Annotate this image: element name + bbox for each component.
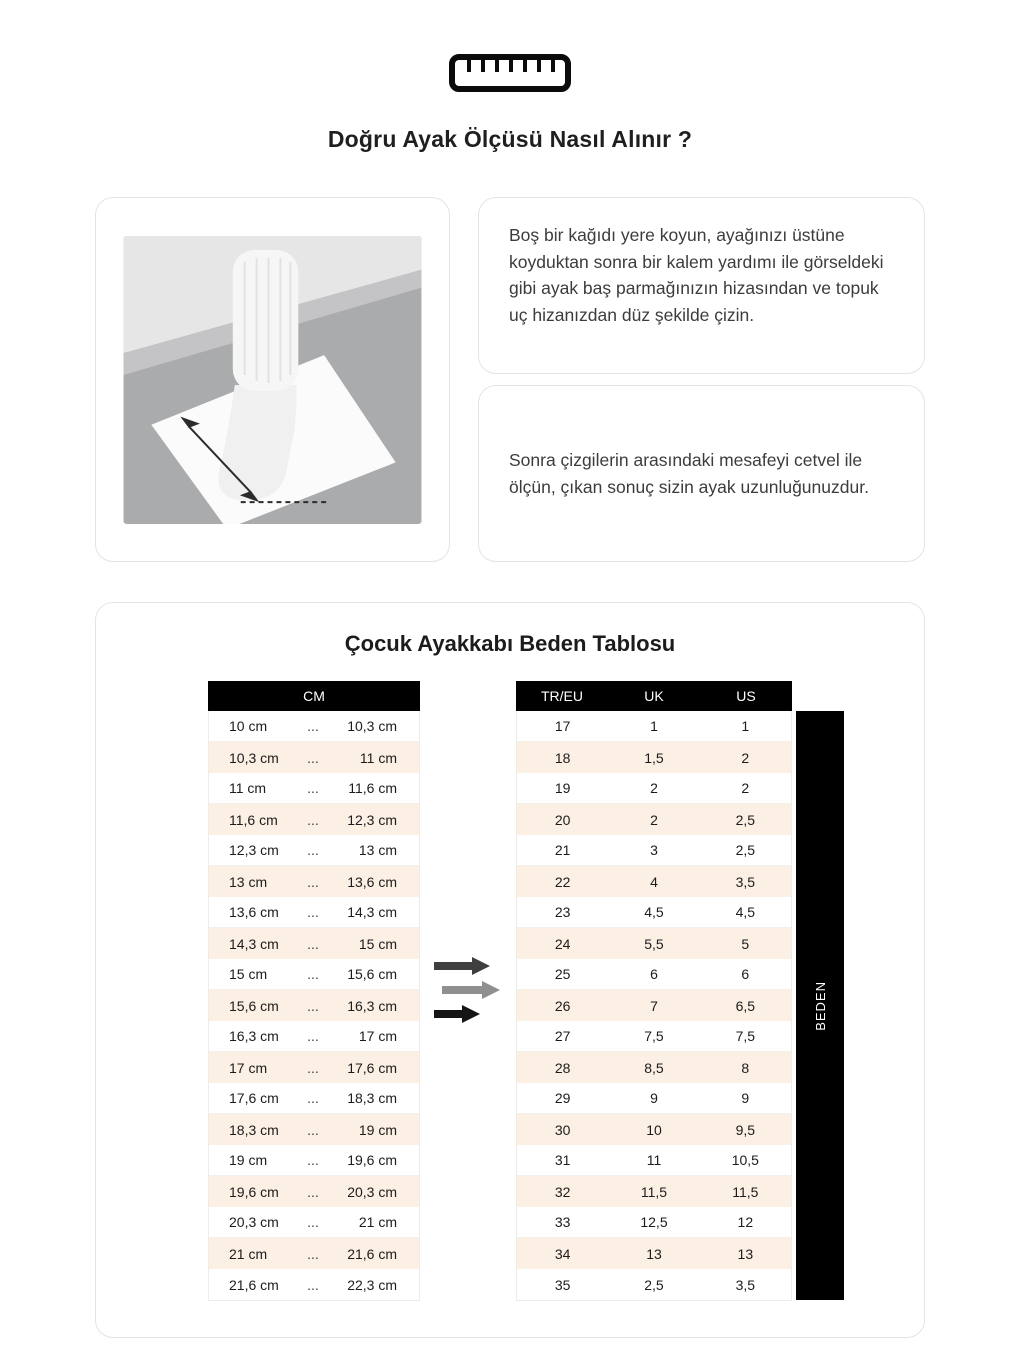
size-cell-uk: 2 [650,780,658,796]
size-header-uk: UK [644,688,664,704]
size-cell-uk: 12,5 [640,1214,668,1230]
size-cell-us: 2,5 [735,811,756,828]
cm-range-from: 19 cm [229,1152,268,1168]
cm-range-from: 14,3 cm [229,935,279,952]
size-cell-treu: 19 [554,780,571,796]
size-table-row [517,959,791,990]
size-cell-uk: 4 [650,873,658,890]
size-cell-treu: 28 [554,1059,571,1076]
size-cell-treu: 35 [554,1276,571,1293]
cm-table-row [209,990,419,1021]
cm-range-from: 15,6 cm [229,997,279,1014]
cm-table-row [209,959,419,990]
size-table-row [517,1021,791,1052]
size-table-row [517,835,791,866]
cm-range-to: 15 cm [358,935,397,952]
cm-range-from: 17,6 cm [229,1090,279,1106]
size-table-row [517,1114,791,1145]
cm-range-to: 12,3 cm [347,811,397,828]
cm-table-row [209,773,419,804]
cm-range-from: 19,6 cm [229,1183,279,1200]
cm-range-to: 13 cm [358,842,397,858]
size-cell-us: 9 [741,1090,750,1106]
cm-range-to: 13,6 cm [347,873,397,890]
cm-table-row [209,1238,419,1269]
cm-range-separator: ... [307,1090,319,1106]
cm-table-row [209,928,419,959]
header-icon-wrap [0,52,1020,94]
cm-range-from: 21 cm [229,1245,268,1262]
cm-range-to: 19 cm [358,1121,397,1138]
cm-range-from: 20,3 cm [229,1214,279,1230]
cm-range-separator: ... [307,1121,319,1138]
size-cell-us: 1 [741,718,750,734]
cm-table-row [209,1052,419,1083]
size-table-row [517,711,791,742]
size-header-treu: TR/EU [541,688,583,704]
cm-range-from: 17 cm [229,1059,268,1076]
size-cell-uk: 10 [646,1121,662,1138]
cm-range-to: 19,6 cm [347,1152,397,1168]
size-cell-treu: 33 [554,1214,571,1230]
cm-range-from: 13,6 cm [229,904,279,920]
cm-table-row [209,1114,419,1145]
size-cell-treu: 24 [554,935,571,952]
cm-table-header [208,681,420,711]
cm-range-to: 10,3 cm [347,718,397,734]
size-cell-treu: 25 [554,966,571,982]
cm-range-to: 16,3 cm [347,997,397,1014]
arrows-wrap [420,954,516,1028]
cm-range-from: 16,3 cm [229,1028,279,1044]
size-table-row [517,897,791,928]
cm-table-row [209,1176,419,1207]
cm-range-to: 17 cm [358,1028,397,1044]
size-cell-us: 12 [737,1214,754,1230]
size-cell-uk: 1 [650,718,658,734]
size-cell-us: 8 [741,1059,750,1076]
size-header-us: US [736,688,756,704]
size-cell-uk: 4,5 [644,904,664,920]
size-chart-title: Çocuk Ayakkabı Beden Tablosu [344,631,676,656]
size-table-row [517,1269,791,1300]
size-cell-us: 4,5 [735,904,756,920]
cm-table-row [209,1145,419,1176]
cm-range-separator: ... [307,997,319,1014]
cm-range-from: 10,3 cm [229,749,279,766]
foot-measurement-photo-card [95,197,450,562]
cm-table-row [209,1021,419,1052]
cm-range-to: 18,3 cm [347,1090,397,1106]
cm-range-to: 22,3 cm [347,1276,397,1293]
cm-range-from: 12,3 cm [229,842,279,858]
size-table-row [517,1207,791,1238]
cm-range-to: 11 cm [359,749,397,766]
size-table-row [517,1176,791,1207]
size-cell-uk: 9 [650,1090,658,1106]
size-cell-treu: 29 [554,1090,571,1106]
size-cell-us: 6 [741,966,750,982]
cm-range-separator: ... [307,1214,319,1230]
cm-range-separator: ... [307,718,319,734]
size-cell-us: 7,5 [735,1028,756,1044]
size-cell-treu: 22 [554,873,571,890]
cm-table-body [208,711,420,1301]
instruction-step-2-text: Sonra çizgilerin arasındaki mesafeyi cetvel ile ölçün, çıkan sonuç sizin ayak uzunluğunuzdur. [509,449,869,497]
size-table-row [517,1083,791,1114]
cm-range-separator: ... [307,1276,319,1293]
instruction-step-1-text: Boş bir kağıdı yere koyun, ayağınızı üstüne koyduktan sonra bir kalem yardımı ile görseldeki gibi ayak baş parmağınızın hizasından ve topuk uç hizanızdan düz şekilde çizin. [509,225,884,325]
size-table-row [517,1052,791,1083]
cm-table-row [209,1207,419,1238]
cm-range-separator: ... [307,749,319,766]
size-cell-treu: 31 [554,1152,571,1168]
size-cell-us: 2 [741,780,750,796]
page-title: Doğru Ayak Ölçüsü Nasıl Alınır ? [327,126,693,152]
cm-range-from: 11 cm [229,780,267,796]
size-cell-treu: 34 [554,1245,571,1262]
size-cell-treu: 26 [554,997,571,1014]
size-cell-uk: 2 [650,811,658,828]
cm-range-to: 17,6 cm [347,1059,397,1076]
size-table-row [517,1238,791,1269]
size-cell-us: 5 [741,935,750,952]
size-cell-treu: 18 [554,749,571,766]
cm-table-row [209,1269,419,1300]
ruler-icon [448,52,572,94]
cm-table-row [209,711,419,742]
size-cell-uk: 7,5 [644,1028,664,1044]
cm-range-separator: ... [307,811,319,828]
size-table-row [517,1145,791,1176]
cm-range-separator: ... [307,1059,319,1076]
size-table-row [517,773,791,804]
cm-range-to: 21,6 cm [347,1245,397,1262]
instruction-step-1 [478,197,925,374]
size-cell-treu: 30 [554,1121,571,1138]
instruction-step-2 [478,385,925,562]
cm-range-from: 11,6 cm [229,811,278,828]
size-cell-treu: 21 [554,842,571,858]
size-cell-uk: 11 [646,1152,662,1168]
size-table-row [517,742,791,773]
size-cell-treu: 20 [554,811,571,828]
size-table-row [517,990,791,1021]
cm-table-row [209,742,419,773]
cm-range-separator: ... [307,873,319,890]
cm-range-separator: ... [307,780,319,796]
size-chart-tables [96,681,924,1301]
size-cell-uk: 7 [650,997,658,1014]
size-table [516,681,792,1301]
size-cell-uk: 2,5 [644,1276,664,1293]
cm-range-separator: ... [307,904,319,920]
cm-range-separator: ... [307,935,319,952]
size-cell-us: 13 [737,1245,754,1262]
cm-range-separator: ... [307,842,319,858]
size-cell-uk: 11,5 [640,1183,668,1200]
size-table-body [516,711,792,1301]
size-cell-uk: 1,5 [644,749,664,766]
size-table-row [517,804,791,835]
cm-range-separator: ... [307,1028,319,1044]
cm-range-from: 10 cm [229,718,268,734]
transfer-arrows-icon [432,954,504,1028]
cm-range-from: 18,3 cm [229,1121,279,1138]
cm-range-from: 15 cm [229,966,268,982]
size-cell-uk: 13 [646,1245,662,1262]
cm-range-to: 21 cm [358,1214,397,1230]
cm-range-to: 14,3 cm [347,904,397,920]
cm-table-row [209,866,419,897]
cm-range-from: 21,6 cm [229,1276,279,1293]
size-cell-treu: 17 [554,718,571,734]
size-cell-uk: 3 [650,842,658,858]
size-cell-treu: 32 [554,1183,571,1200]
cm-range-separator: ... [307,1152,319,1168]
cm-table-row [209,897,419,928]
beden-label: BEDEN [812,980,828,1031]
cm-range-separator: ... [307,1183,319,1200]
instructions-section [95,197,925,562]
size-table-row [517,928,791,959]
size-cell-us: 3,5 [735,1276,756,1293]
cm-range-from: 13 cm [229,873,268,890]
size-cell-uk: 5,5 [644,935,664,952]
size-cell-uk: 8,5 [644,1059,664,1076]
size-cell-us: 6,5 [735,997,756,1014]
cm-range-to: 15,6 cm [347,966,397,982]
cm-range-to: 11,6 cm [348,780,397,796]
size-table-header [516,681,792,711]
cm-table [208,681,420,1301]
size-cell-us: 2 [741,749,750,766]
size-cell-us: 9,5 [735,1121,756,1138]
instruction-steps [478,197,925,562]
size-cell-us: 10,5 [731,1152,759,1168]
cm-table-row [209,1083,419,1114]
size-cell-uk: 6 [650,966,658,982]
size-cell-us: 2,5 [735,842,756,858]
foot-measurement-photo [123,236,422,524]
cm-range-separator: ... [307,966,319,982]
size-cell-treu: 23 [554,904,571,920]
size-cell-treu: 27 [554,1028,571,1044]
size-table-row [517,866,791,897]
size-chart-card [95,602,925,1338]
size-cell-us: 11,5 [732,1183,759,1200]
size-cell-us: 3,5 [735,873,756,890]
cm-table-row [209,835,419,866]
cm-range-separator: ... [307,1245,319,1262]
cm-range-to: 20,3 cm [347,1183,397,1200]
beden-bar [796,711,844,1300]
cm-table-row [209,804,419,835]
cm-header-label: CM [303,688,325,704]
